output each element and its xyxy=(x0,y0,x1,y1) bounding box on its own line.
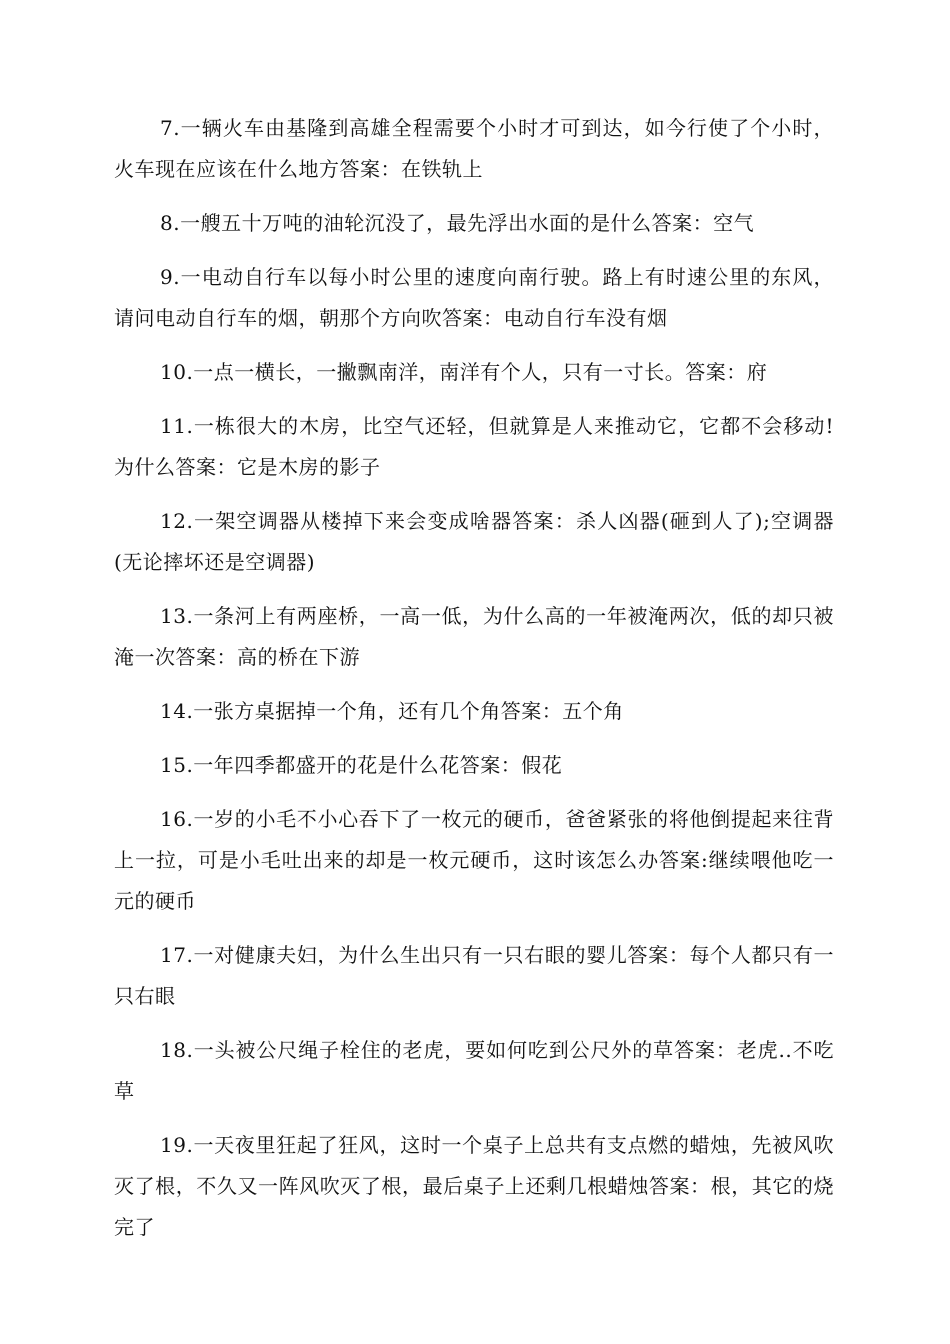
riddle-item-18: 18.一头被公尺绳子栓住的老虎，要如何吃到公尺外的草答案：老虎..不吃草 xyxy=(114,1038,834,1103)
riddle-item-14: 14.一张方桌据掉一个角，还有几个角答案：五个角 xyxy=(160,699,624,723)
riddle-item-19: 19.一天夜里狂起了狂风，这时一个桌子上总共有支点燃的蜡烛，先被风吹灭了根，不久又一阵风吹灭了根，最后桌子上还剩几根蜡烛答案：根，其它的烧完了 xyxy=(114,1133,834,1239)
riddle-item-9: 9.一电动自行车以每小时公里的速度向南行驶。路上有时速公里的东风，请问电动自行车的烟，朝那个方向吹答案：电动自行车没有烟 xyxy=(114,265,834,330)
riddle-item-12: 12.一架空调器从楼掉下来会变成啥器答案：杀人凶器(砸到人了);空调器(无论摔坏还是空调器) xyxy=(114,509,834,574)
riddle-item-8: 8.一艘五十万吨的油轮沉没了，最先浮出水面的是什么答案：空气 xyxy=(160,211,755,235)
riddle-item-16: 16.一岁的小毛不小心吞下了一枚元的硬币，爸爸紧张的将他倒提起来往背上一拉，可是小毛吐出来的却是一枚元硬币，这时该怎么办答案:继续喂他吃一元的硬币 xyxy=(114,807,834,913)
riddle-item-7: 7.一辆火车由基隆到高雄全程需要个小时才可到达，如今行使了个小时，火车现在应该在什么地方答案：在铁轨上 xyxy=(114,116,834,181)
riddle-item-10: 10.一点一横长，一撇飘南洋，南洋有个人，只有一寸长。答案：府 xyxy=(160,360,768,384)
document-body xyxy=(114,108,834,1261)
riddle-item-13: 13.一条河上有两座桥，一高一低，为什么高的一年被淹两次，低的却只被淹一次答案：高的桥在下游 xyxy=(114,604,834,669)
riddle-item-15: 15.一年四季都盛开的花是什么花答案：假花 xyxy=(160,753,563,777)
riddle-item-17: 17.一对健康夫妇，为什么生出只有一只右眼的婴儿答案：每个人都只有一只右眼 xyxy=(114,943,834,1008)
riddle-item-11: 11.一栋很大的木房，比空气还轻，但就算是人来推动它，它都不会移动!为什么答案：它是木房的影子 xyxy=(114,414,834,479)
